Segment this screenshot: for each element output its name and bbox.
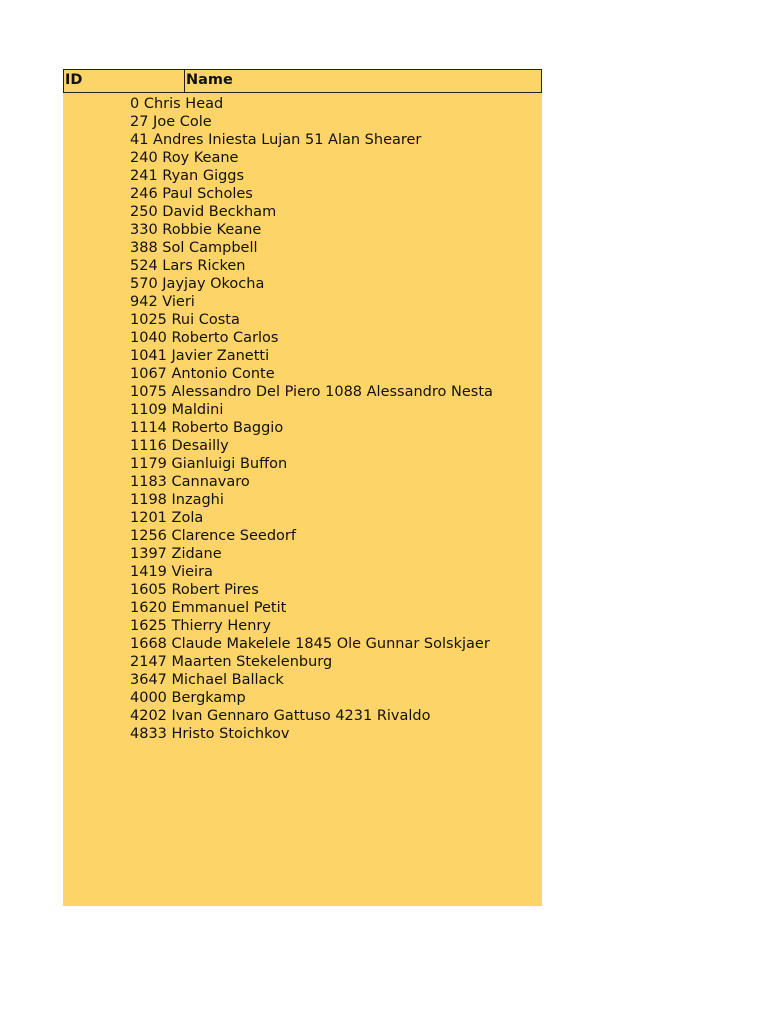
table-row: 4202 Ivan Gennaro Gattuso 4231 Rivaldo: [130, 708, 431, 724]
table-row: 570 Jayjay Okocha: [130, 276, 265, 292]
table-row: 4000 Bergkamp: [130, 690, 246, 706]
table-row: 246 Paul Scholes: [130, 186, 253, 202]
data-rows: [130, 95, 493, 743]
table-row: 1198 Inzaghi: [130, 492, 224, 508]
table-row: 1067 Antonio Conte: [130, 366, 275, 382]
table-row: 524 Lars Ricken: [130, 258, 246, 274]
table-row: 0 Chris Head: [130, 96, 224, 112]
table-header-row: [63, 69, 542, 93]
table-row: 1625 Thierry Henry: [130, 618, 271, 634]
column-header-id[interactable]: ID: [64, 70, 185, 92]
table-row: 1201 Zola: [130, 510, 204, 526]
table-row: 240 Roy Keane: [130, 150, 239, 166]
table-row: 241 Ryan Giggs: [130, 168, 245, 184]
table-row: 1179 Gianluigi Buffon: [130, 456, 288, 472]
table-row: 1040 Roberto Carlos: [130, 330, 279, 346]
table-row: 1041 Javier Zanetti: [130, 348, 270, 364]
table-row: 1114 Roberto Baggio: [130, 420, 284, 436]
table-row: 388 Sol Campbell: [130, 240, 258, 256]
table-row: 942 Vieri: [130, 294, 195, 310]
table-row: 1116 Desailly: [130, 438, 229, 454]
table-row: 1075 Alessandro Del Piero 1088 Alessandro Nesta: [130, 384, 493, 400]
table-row: 1256 Clarence Seedorf: [130, 528, 296, 544]
table-row: 1025 Rui Costa: [130, 312, 240, 328]
table-row: 3647 Michael Ballack: [130, 672, 284, 688]
table-row: 1620 Emmanuel Petit: [130, 600, 287, 616]
table-row: 1397 Zidane: [130, 546, 222, 562]
table-row: 4833 Hristo Stoichkov: [130, 726, 290, 742]
table-row: 330 Robbie Keane: [130, 222, 262, 238]
table-row: 1183 Cannavaro: [130, 474, 250, 490]
column-header-name[interactable]: Name: [186, 72, 233, 88]
table-row: 1605 Robert Pires: [130, 582, 259, 598]
table-row: 1109 Maldini: [130, 402, 224, 418]
table-row: 1419 Vieira: [130, 564, 213, 580]
table-row: 250 David Beckham: [130, 204, 277, 220]
table-row: 2147 Maarten Stekelenburg: [130, 654, 333, 670]
table-row: 41 Andres Iniesta Lujan 51 Alan Shearer: [130, 132, 422, 148]
table-row: 27 Joe Cole: [130, 114, 212, 130]
spreadsheet-area: [63, 69, 542, 906]
table-row: 1668 Claude Makelele 1845 Ole Gunnar Solskjaer: [130, 636, 490, 652]
